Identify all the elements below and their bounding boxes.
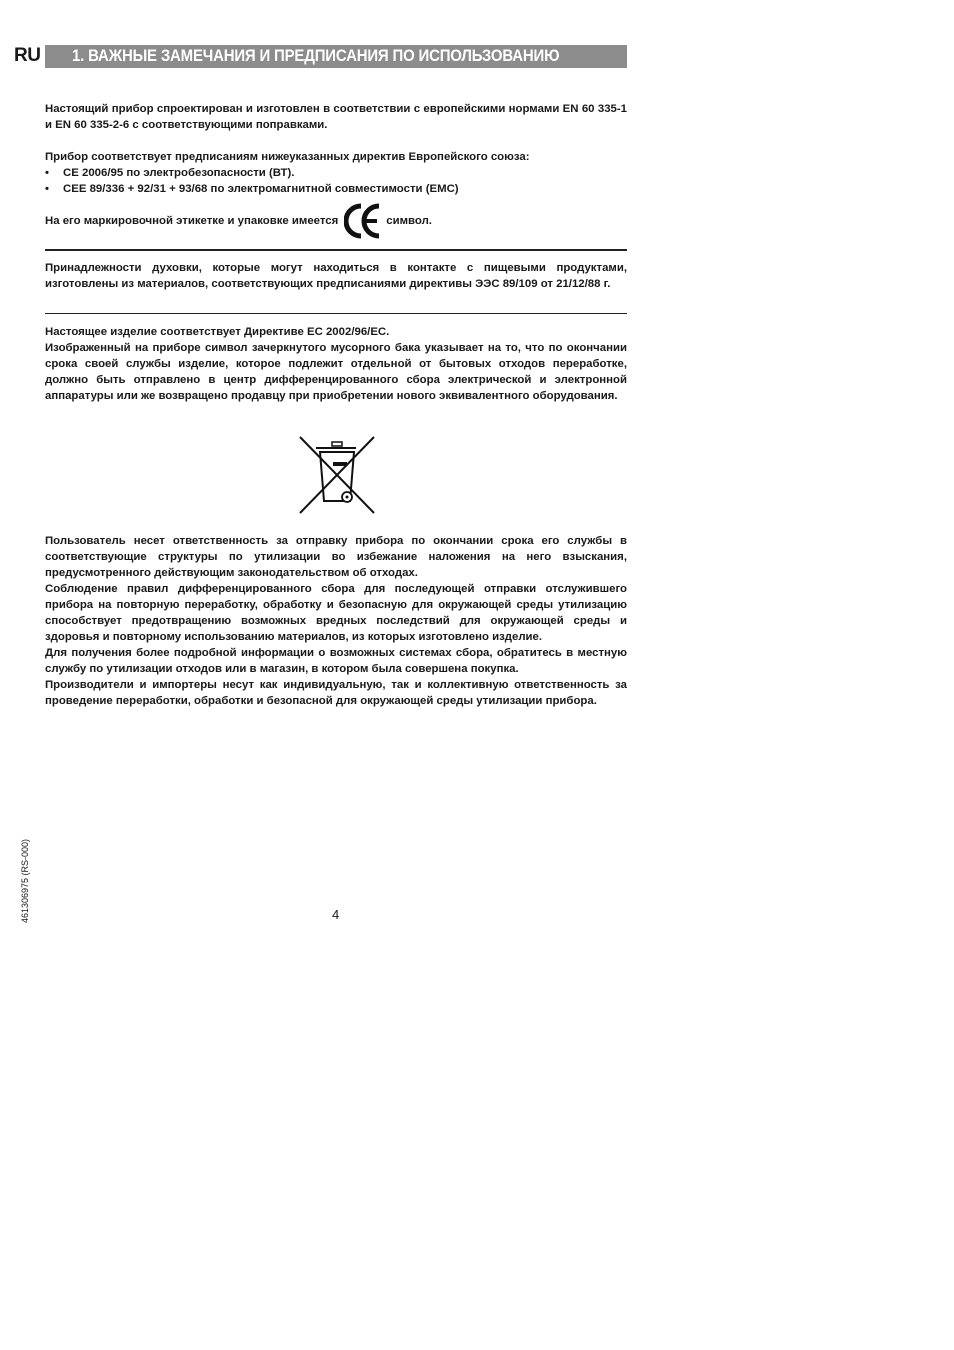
divider bbox=[45, 249, 627, 251]
disposal-paragraph: Производители и импортеры несут как индивидуальную, так и коллективную ответственность за проведение переработки, обработки и безопасной для окружающей среды утилизации прибора. bbox=[45, 679, 627, 707]
language-code: RU bbox=[14, 45, 41, 66]
weee-block bbox=[45, 324, 627, 404]
disposal-paragraph: Пользователь несет ответственность за отправку прибора по окончании срока его службы в соответствующие структуры по утилизации во избежание наложения на него взыскания, предусмотренного действующим законодательством об отходах. bbox=[45, 535, 627, 579]
ce-text-before: На его маркировочной этикетке и упаковке имеется bbox=[45, 215, 339, 227]
section-title-bar bbox=[45, 45, 627, 68]
disposal-paragraph: Соблюдение правил дифференцированного сбора для последующей отправки отслужившего прибора на повторную переработку, обработку и безопасную для окружающей среды утилизацию способствует предотвращению возможных вредных последствий для окружающей среды и здоровья и повторному использованию материалов, из которых изготовлено изделие. bbox=[45, 583, 627, 643]
directives-intro: Прибор соответствует предписаниям нижеуказанных директив Европейского союза: bbox=[45, 151, 530, 163]
ce-mark-icon bbox=[344, 203, 382, 239]
directive-item: CEE 89/336 + 92/31 + 93/68 по электромагнитной совместимости (ЕМС) bbox=[63, 183, 459, 195]
intro-paragraph: Настоящий прибор спроектирован и изготовлен в соответствии с европейскими нормами EN 60 335-1 и EN 60 335-2-6 с соответствующими поправками. bbox=[45, 103, 627, 131]
document-code: 461306975 (RS-000) bbox=[20, 838, 30, 923]
ce-marking-line bbox=[45, 203, 432, 239]
directive-item: CE 2006/95 по электробезопасности (ВТ). bbox=[63, 167, 295, 179]
bullet-marker: • bbox=[45, 183, 49, 195]
accessories-paragraph: Принадлежности духовки, которые могут находиться в контакте с пищевыми продуктами, изготовлены из материалов, соответствующих предписаниями директивы ЭЭС 89/109 от 21/12/88 г. bbox=[45, 262, 627, 290]
weee-directive: Настоящее изделие соответствует Директиве ЕС 2002/96/ЕС. bbox=[45, 326, 390, 338]
crossed-out-bin-icon bbox=[298, 435, 376, 515]
bullet-marker: • bbox=[45, 167, 49, 179]
disposal-block bbox=[45, 533, 627, 709]
disposal-paragraph: Для получения более подробной информации о возможных системах сбора, обратитесь в местную службу по утилизации отходов или в магазин, в котором была совершена покупка. bbox=[45, 647, 627, 675]
ce-text-after: символ. bbox=[386, 215, 432, 227]
directives-block bbox=[45, 149, 627, 197]
list-item bbox=[45, 165, 627, 181]
page-number: 4 bbox=[332, 907, 340, 922]
section-title: 1. ВАЖНЫЕ ЗАМЕЧАНИЯ И ПРЕДПИСАНИЯ ПО ИСПОЛЬЗОВАНИЮ bbox=[72, 46, 560, 65]
list-item bbox=[45, 181, 627, 197]
divider bbox=[45, 313, 627, 314]
weee-explanation: Изображенный на приборе символ зачеркнутого мусорного бака указывает на то, что по окончании срока своей службы изделие, которое подлежит отдельной от бытовых отходов переработке, должно быть отправлено в центр дифференцированного сбора электрической и электронной аппаратуры или же возвращено продавцу при приобретении нового эквивалентного оборудования. bbox=[45, 342, 627, 402]
